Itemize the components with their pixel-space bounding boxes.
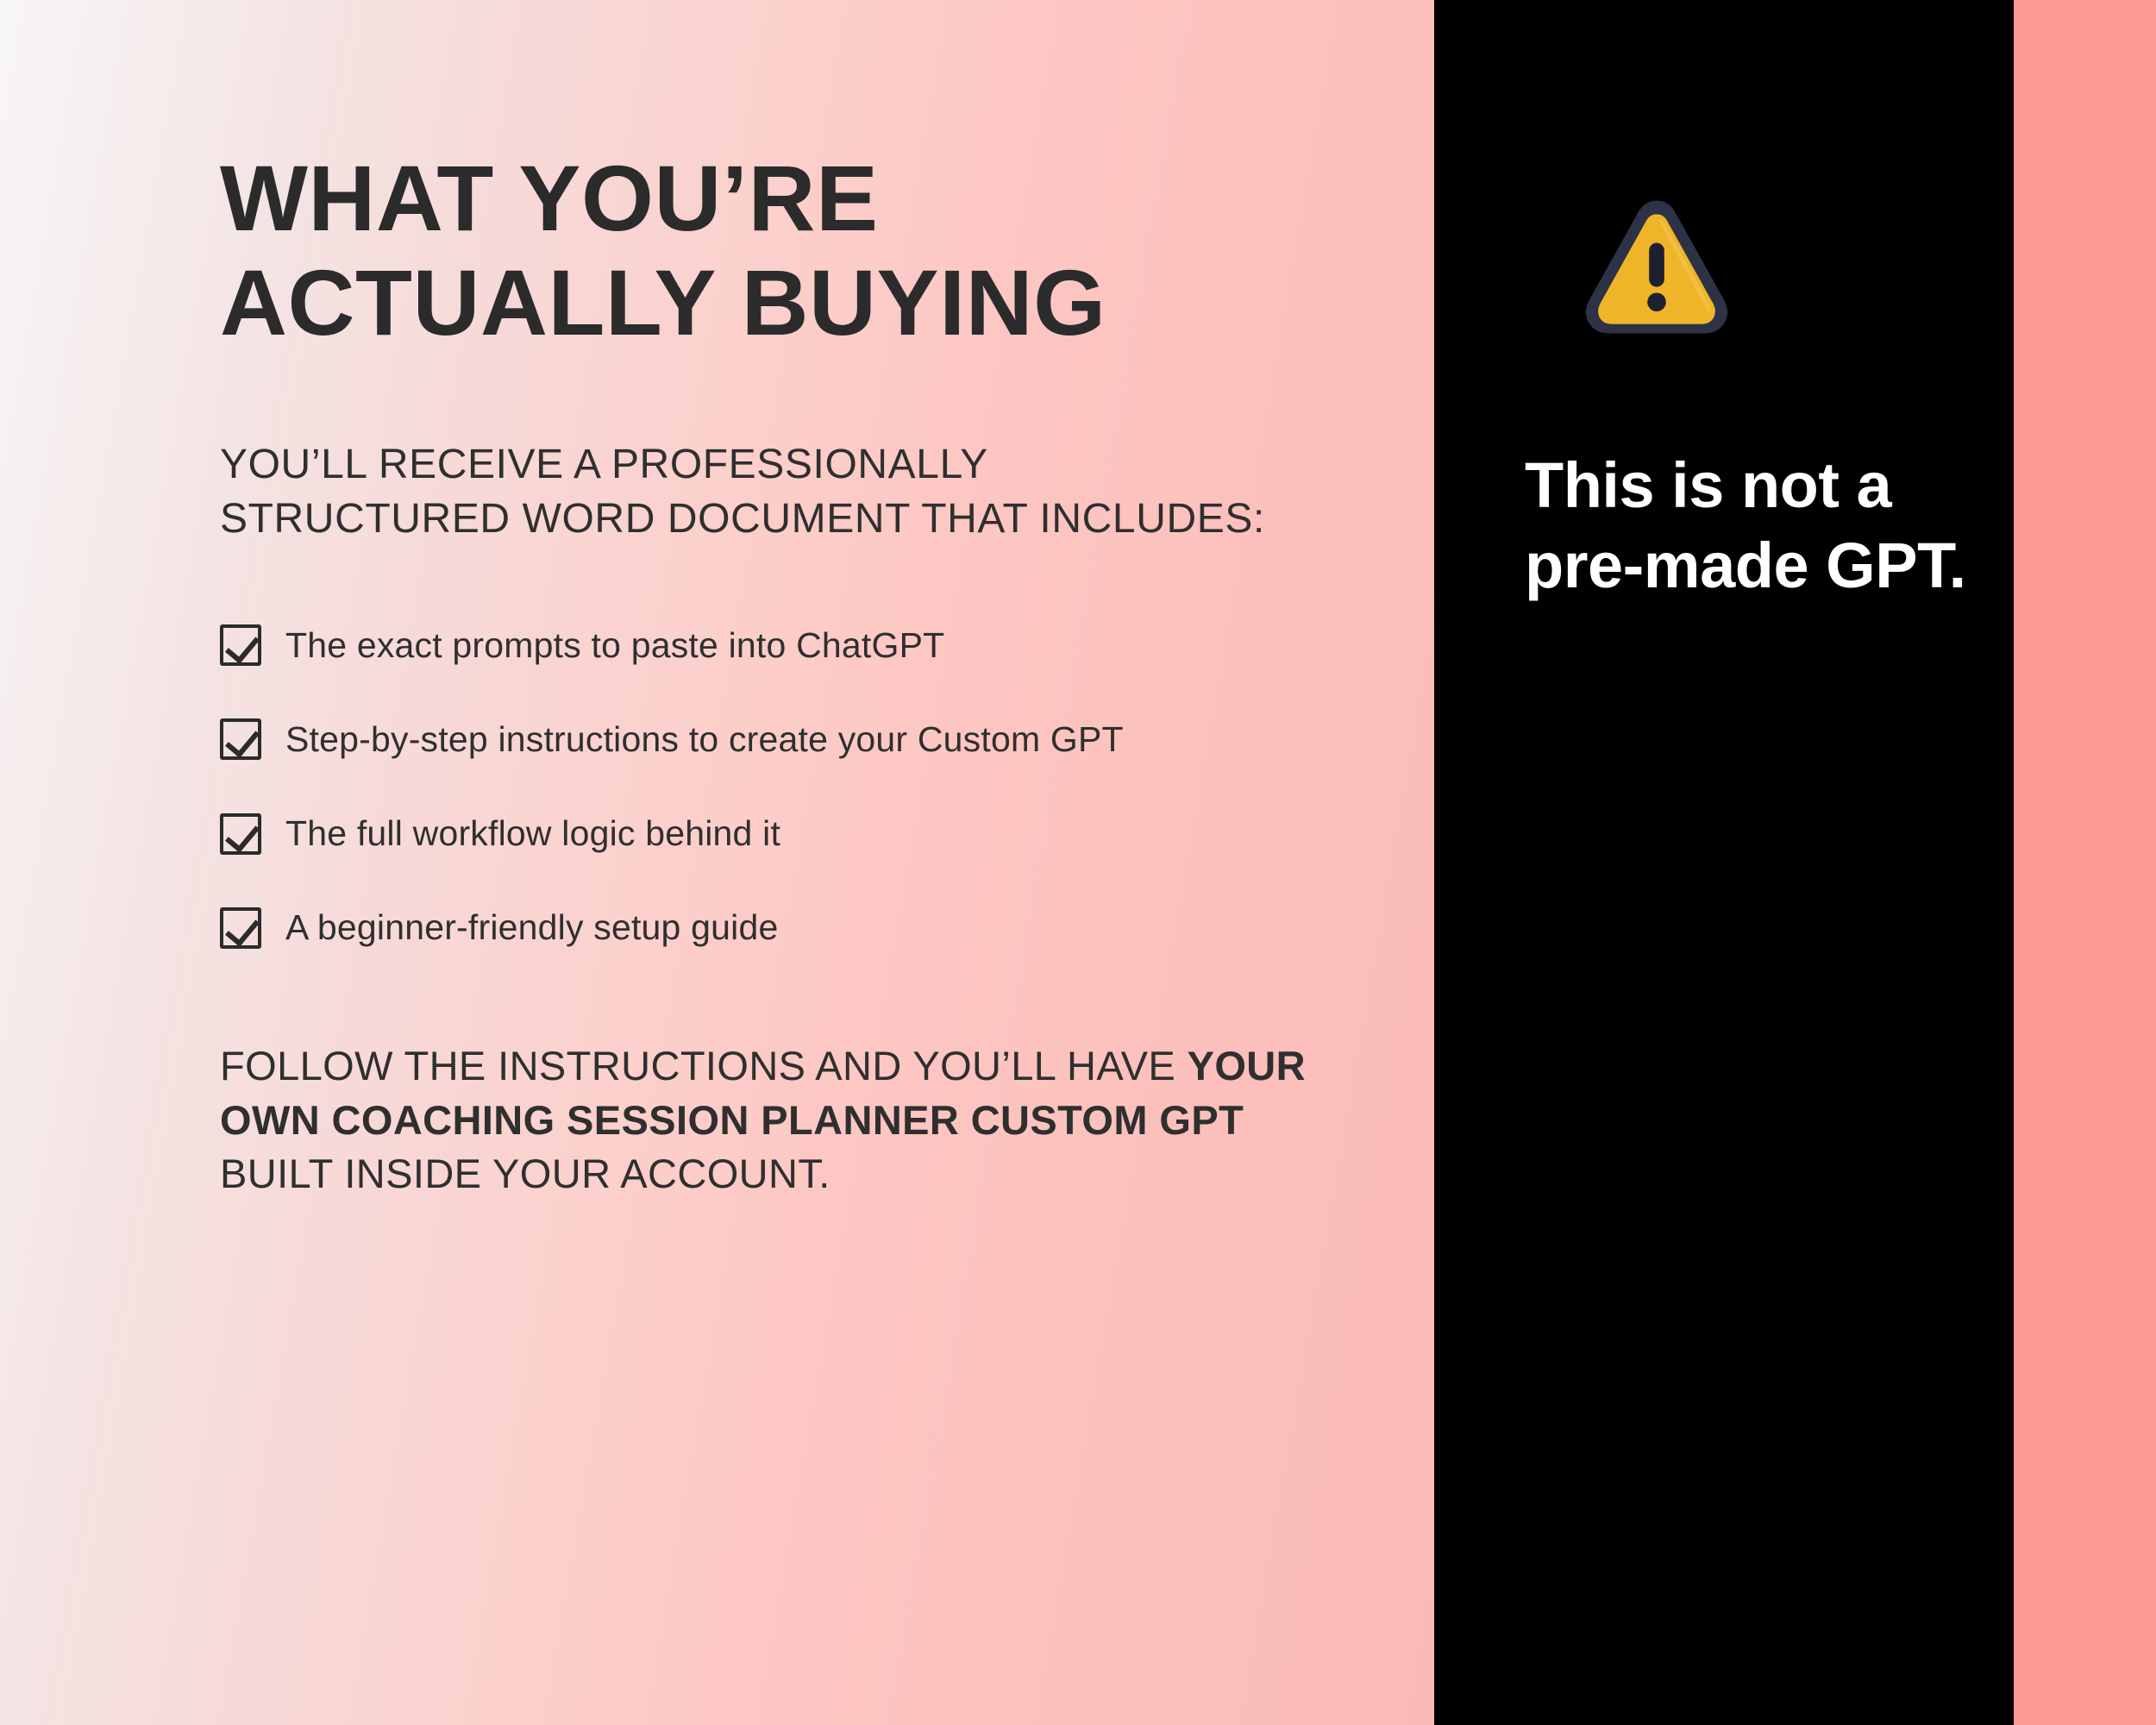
list-item-label: A beginner-friendly setup guide [285,907,779,948]
footer-tail: BUILT INSIDE YOUR ACCOUNT. [220,1151,830,1197]
list-item [220,812,1434,855]
footer-lead: FOLLOW THE INSTRUCTIONS AND YOU’LL HAVE [220,1043,1188,1089]
list-item [220,718,1434,761]
list-item-label: The full workflow logic behind it [285,813,781,853]
list-item-label: The exact prompts to paste into ChatGPT [285,624,945,665]
callout-panel [1434,0,2014,1725]
subheading-text: YOU’LL RECEIVE A PROFESSIONALLY STRUCTURED WORD DOCUMENT THAT INCLUDES: [220,441,1265,543]
right-accent-stripe [2014,0,2156,1725]
list-item [220,906,1434,949]
checkbox-checked-icon [220,907,261,949]
footer-emphasis: YOUR OWN COACHING SESSION PLANNER CUSTOM GPT [220,1043,1306,1143]
list-item [220,624,1434,667]
checkbox-checked-icon [220,813,261,855]
checkbox-checked-icon [220,624,261,666]
warning-triangle-icon [1572,185,1741,354]
callout-text: This is not a pre-made GPT. [1525,449,1966,602]
checklist [220,624,1434,950]
page-title: WHAT YOU’RE ACTUALLY BUYING [220,146,1106,354]
footer-statement [220,1039,1332,1201]
list-item-label: Step-by-step instructions to create your Custom GPT [285,718,1124,759]
checkbox-checked-icon [220,718,261,760]
